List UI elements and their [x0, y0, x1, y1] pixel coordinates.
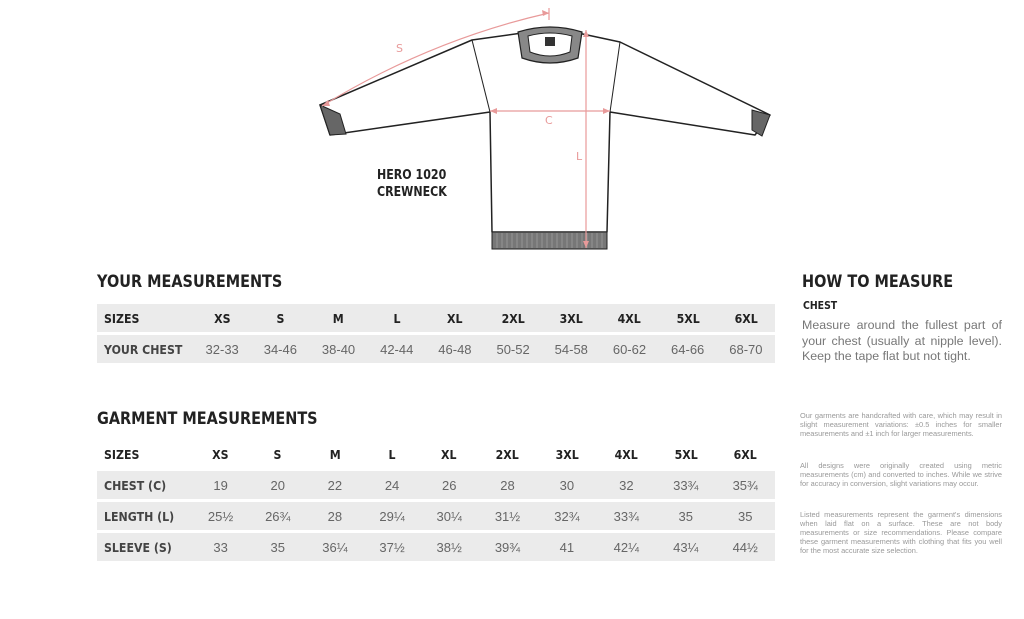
size-header: M: [329, 446, 341, 462]
neck-label: [545, 37, 555, 46]
table-cell: 19: [192, 471, 249, 499]
product-name-line2: CREWNECK: [377, 185, 447, 200]
size-header: 2XL: [501, 310, 525, 326]
size-header: 4XL: [617, 310, 642, 326]
table-cell: 37½: [363, 533, 420, 561]
size-header: 3XL: [559, 310, 583, 326]
table-cell: 33¾: [656, 471, 715, 499]
table-cell: 25½: [192, 502, 249, 530]
table-cell: 34-46: [251, 335, 309, 363]
table-cell: 35: [656, 502, 715, 530]
table-cell: 22: [306, 471, 363, 499]
table-cell: 60-62: [600, 335, 658, 363]
table-cell: 30: [537, 471, 596, 499]
table-cell: 24: [363, 471, 420, 499]
table-cell: 36¼: [306, 533, 363, 561]
sleeve-label: S: [396, 42, 403, 55]
note-paragraph: Our garments are handcrafted with care, which may result in slight measurement variations: ±0.5 inches for smaller measurements and ±1 inch for larger measurements.: [800, 411, 1002, 438]
size-header: M: [333, 310, 345, 326]
table-cell: 26: [421, 471, 478, 499]
size-header: XL: [441, 446, 457, 462]
product-name: [377, 167, 447, 201]
how-to-measure-text: Measure around the fullest part of your chest (usually at nipple level). Keep the tape flat but not tight.: [802, 318, 1002, 363]
size-header: S: [276, 310, 285, 326]
table-header-row: [97, 440, 775, 468]
garment-measurements-table: [97, 437, 775, 564]
table-row: [97, 502, 775, 530]
table-cell: 26¾: [249, 502, 306, 530]
your-measurements-table: [97, 301, 775, 366]
table-header-row: [97, 304, 775, 332]
table-cell: 35¾: [715, 471, 775, 499]
table-cell: 28: [306, 502, 363, 530]
size-header: 3XL: [555, 446, 579, 462]
table-cell: 30¼: [421, 502, 478, 530]
how-to-measure-title: HOW TO MEASURE: [802, 272, 954, 292]
table-cell: 31½: [478, 502, 537, 530]
size-header: 5XL: [676, 310, 700, 326]
row-label: SLEEVE (S): [104, 539, 172, 555]
table-row: [97, 471, 775, 499]
table-cell: 32¾: [537, 502, 596, 530]
right-cuff: [752, 110, 770, 136]
your-measurements-title: YOUR MEASUREMENTS: [97, 272, 283, 292]
size-header: XL: [447, 310, 463, 326]
table-cell: 50-52: [484, 335, 542, 363]
length-label: L: [576, 150, 583, 163]
table-cell: 39¾: [478, 533, 537, 561]
row-label: LENGTH (L): [104, 508, 175, 524]
table-cell: 32-33: [193, 335, 251, 363]
table-cell: 54-58: [542, 335, 600, 363]
table-cell: 42¼: [597, 533, 656, 561]
row-label: YOUR CHEST: [104, 341, 183, 357]
size-header: 4XL: [614, 446, 638, 462]
bottom-hem: [492, 232, 607, 249]
table-cell: 35: [715, 502, 775, 530]
table-cell: 33¾: [597, 502, 656, 530]
size-header: 5XL: [674, 446, 698, 462]
table-cell: 64-66: [659, 335, 717, 363]
header-label: SIZES: [104, 446, 140, 462]
table-cell: 68-70: [717, 335, 775, 363]
size-header: L: [393, 310, 401, 326]
table-cell: 46-48: [426, 335, 484, 363]
header-label: SIZES: [104, 310, 140, 326]
table-cell: 44½: [715, 533, 775, 561]
table-cell: 41: [537, 533, 596, 561]
product-name-line1: HERO 1020: [377, 168, 447, 183]
garment-measurements-title: GARMENT MEASUREMENTS: [97, 409, 318, 429]
table-cell: 33: [192, 533, 249, 561]
size-header: XS: [213, 310, 231, 326]
header-label-cell: [97, 304, 193, 332]
table-cell: 38-40: [309, 335, 367, 363]
table-cell: 29¼: [363, 502, 420, 530]
size-header: XS: [212, 446, 229, 462]
note-paragraph: Listed measurements represent the garment's dimensions when laid flat on a surface. These are not body measurements or size recommendations. Please compare these garment measurements with clothing that fits you well for the most accurate size selection.: [800, 510, 1002, 555]
size-header: 2XL: [495, 446, 520, 462]
size-header: 6XL: [734, 310, 758, 326]
table-cell: 35: [249, 533, 306, 561]
crewneck-diagram: [310, 0, 780, 255]
table-cell: 42-44: [368, 335, 426, 363]
chest-label: C: [545, 114, 553, 127]
size-header: L: [388, 446, 396, 462]
row-label: CHEST (C): [104, 477, 167, 493]
size-header: 6XL: [733, 446, 757, 462]
table-cell: 32: [597, 471, 656, 499]
how-to-measure-subtitle: CHEST: [803, 299, 838, 312]
table-cell: 20: [249, 471, 306, 499]
note-paragraph: All designs were originally created using metric measurements (cm) and converted to inches. While we strive for accuracy in conversion, slight variations may occur.: [800, 461, 1002, 488]
table-row: [97, 335, 775, 363]
table-cell: 43¼: [656, 533, 715, 561]
table-cell: 28: [478, 471, 537, 499]
size-header: S: [273, 446, 282, 462]
table-row: [97, 533, 775, 561]
table-cell: 38½: [421, 533, 478, 561]
